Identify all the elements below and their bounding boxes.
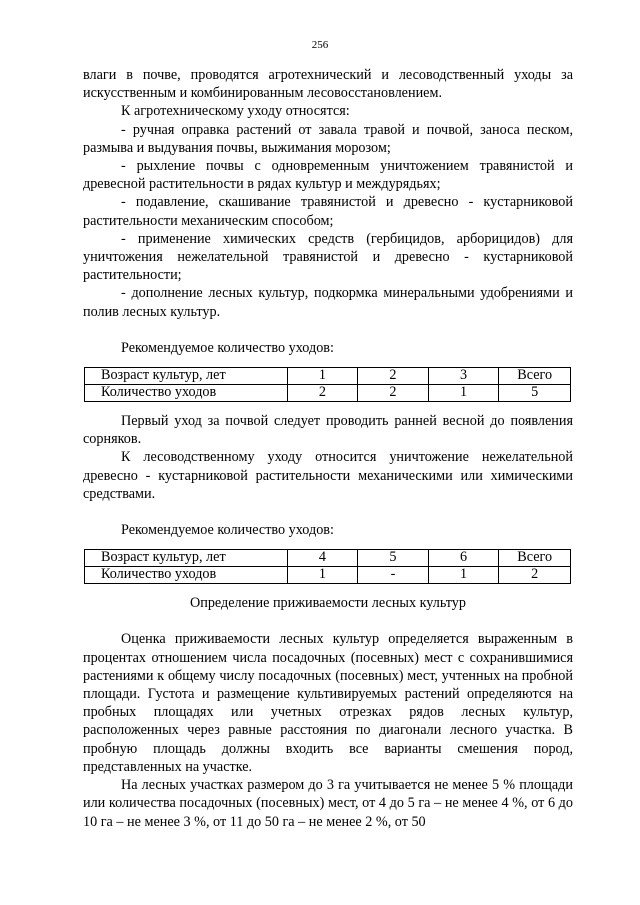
- care-table-1: [84, 367, 571, 402]
- recommended-label: Рекомендуемое количество уходов:: [121, 522, 334, 539]
- table-cell: 1: [428, 385, 499, 402]
- table-cell: Количество уходов: [85, 567, 288, 584]
- spacer: [83, 612, 573, 630]
- table-cell: 4: [287, 550, 358, 567]
- section-heading: Определение приживаемости лесных культур: [190, 595, 466, 612]
- table-cell: Всего: [499, 550, 571, 567]
- table-cell: 1: [428, 567, 499, 584]
- table-cell: 2: [358, 368, 429, 385]
- table-cell: 1: [287, 567, 358, 584]
- table-cell: 2: [287, 385, 358, 402]
- list-item: - подавление, скашивание травянистой и древесно - кустарниковой растительности механическим способом;: [83, 194, 573, 229]
- table-cell: Всего: [499, 368, 571, 385]
- care-table-2: [84, 549, 571, 584]
- paragraph: Оценка приживаемости лесных культур определяется выраженным в процентах отношением числа посадочных (посевных) мест с сохранившимися растениями к общему числу посадочных (посевных) мест, учтенных на пробной площади. Густота и размещение культивируемых растений определяются на пробных площадях или учетных отрезках рядов лесных культур, расположенных через равные расстояния по диагонали лесного участка. В пробную площадь должны входить все варианты смешения пород, представленных на участке.: [83, 631, 573, 775]
- page-content: [83, 66, 573, 831]
- list-item: - ручная оправка растений от завала травой и почвой, заноса песком, размыва и выдувания почвы, выжимания морозом;: [83, 121, 573, 156]
- table-row: [85, 368, 571, 385]
- table-cell: Возраст культур, лет: [85, 368, 288, 385]
- table-cell: 6: [428, 550, 499, 567]
- recommended-label: Рекомендуемое количество уходов:: [121, 339, 334, 356]
- page-number: 256: [311, 39, 329, 51]
- table-cell: 2: [499, 567, 571, 584]
- table-cell: 5: [499, 385, 571, 402]
- table-cell: 5: [358, 550, 429, 567]
- table-cell: 1: [287, 368, 358, 385]
- paragraph: Первый уход за почвой следует проводить ранней весной до появления сорняков.: [83, 413, 573, 448]
- table-cell: 3: [428, 368, 499, 385]
- table-cell: Количество уходов: [85, 385, 288, 402]
- list-item: - применение химических средств (гербицидов, арборицидов) для уничтожения нежелательной травянистой и древесно - кустарниковой растительности;: [83, 230, 573, 284]
- paragraph: На лесных участках размером до 3 га учитывается не менее 5 % площади или количества посадочных (посевных) мест, от 4 до 5 га – не менее 4 %, от 6 до 10 га – не менее 3 %, от 11 до 50 га – не менее 2 %, от 50: [83, 777, 573, 830]
- spacer: [83, 503, 573, 521]
- table-cell: -: [358, 567, 429, 584]
- table-row: [85, 550, 571, 567]
- table-row: [85, 567, 571, 584]
- table-row: [85, 385, 571, 402]
- table-cell: 2: [358, 385, 429, 402]
- paragraph: К лесоводственному уходу относится уничтожение нежелательной древесно - кустарниковой растительности механическими или химическими средствами.: [83, 449, 573, 502]
- paragraph: К агротехническому уходу относятся:: [121, 103, 350, 120]
- spacer: [83, 321, 573, 339]
- table-cell: Возраст культур, лет: [85, 550, 288, 567]
- list-item: - дополнение лесных культур, подкормка минеральными удобрениями и полив лесных культур.: [83, 285, 573, 320]
- list-item: - рыхление почвы с одновременным уничтожением травянистой и древесной растительности в рядах культур и междурядьях;: [83, 158, 573, 193]
- paragraph: влаги в почве, проводятся агротехнический и лесоводственный уходы за искусственным и комбинированным лесовосстановлением.: [83, 67, 573, 102]
